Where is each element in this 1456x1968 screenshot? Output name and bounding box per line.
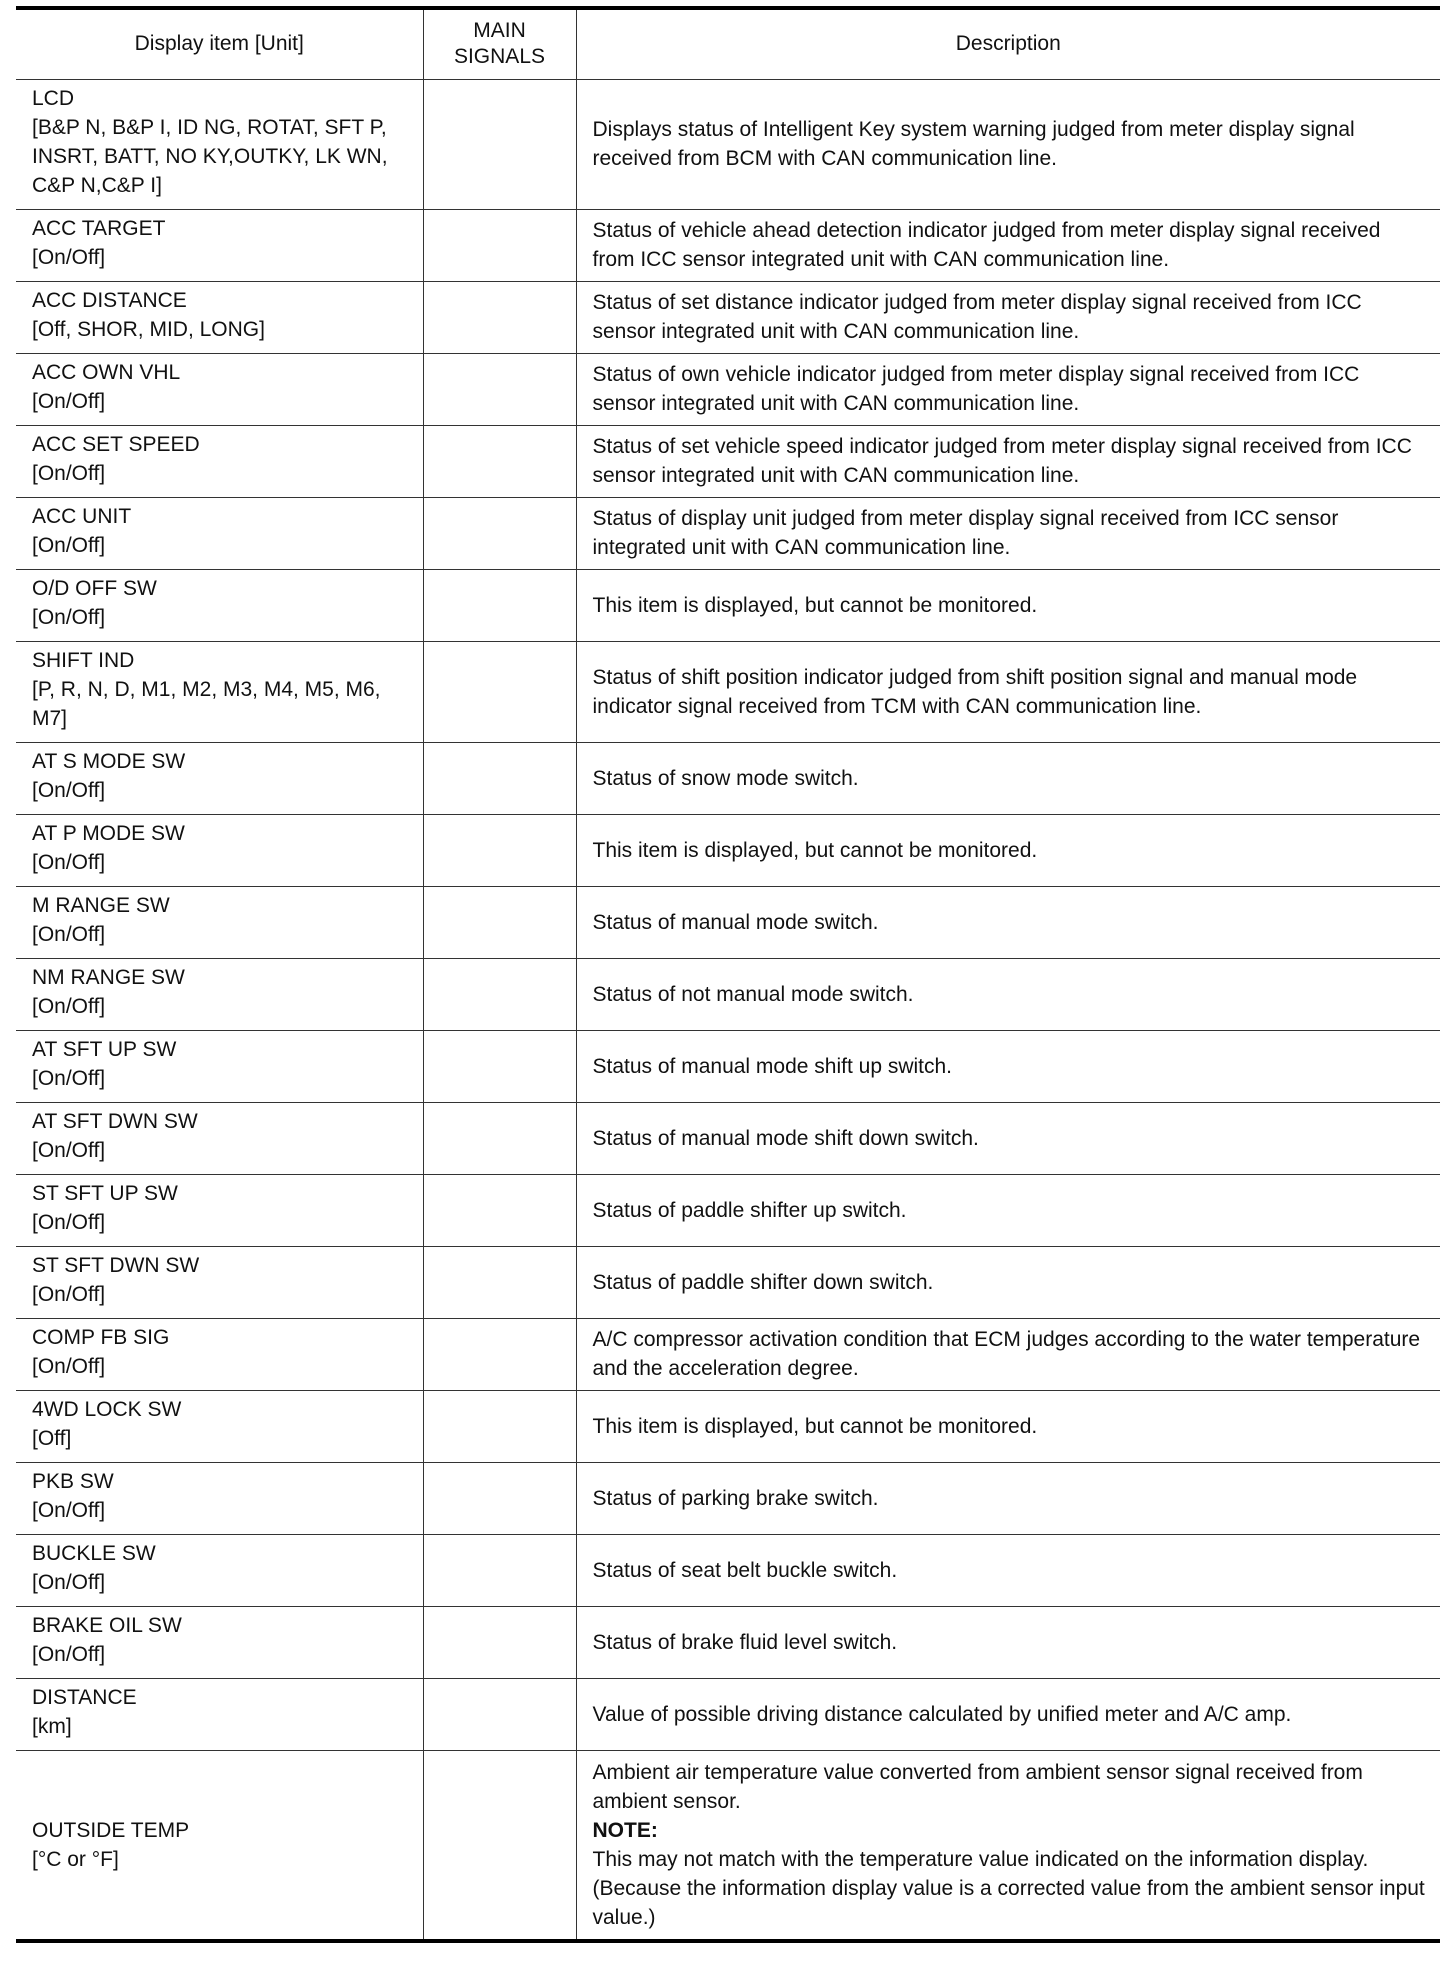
display-item-unit: [On/Off]: [32, 1210, 106, 1234]
display-item-unit: [km]: [32, 1714, 72, 1738]
table-row: [16, 497, 1440, 569]
description-cell: [576, 814, 1440, 886]
display-item-name: AT P MODE SW: [32, 821, 185, 845]
main-signals-cell: [423, 1174, 576, 1246]
display-item-unit: [On/Off]: [32, 1354, 106, 1378]
header-main-signals: [423, 8, 576, 79]
table-row: [16, 281, 1440, 353]
table-row: [16, 1534, 1440, 1606]
table-row: [16, 641, 1440, 742]
display-item-unit: [Off, SHOR, MID, LONG]: [32, 317, 265, 341]
display-item-name: ST SFT DWN SW: [32, 1253, 200, 1277]
table-row: [16, 742, 1440, 814]
display-item-name: ACC DISTANCE: [32, 288, 187, 312]
description-cell: [576, 209, 1440, 281]
description-text: Status of parking brake switch.: [592, 1486, 879, 1510]
display-item-name: O/D OFF SW: [32, 576, 157, 600]
display-item-name: PKB SW: [32, 1469, 114, 1493]
display-item-name: COMP FB SIG: [32, 1325, 170, 1349]
display-item-unit: [On/Off]: [32, 1066, 106, 1090]
description-text: Ambient air temperature value converted from ambient sensor signal received from ambient sensor.: [592, 1760, 1363, 1813]
description-cell: [576, 1462, 1440, 1534]
display-item-name: ACC SET SPEED: [32, 432, 200, 456]
table-row: [16, 958, 1440, 1030]
description-cell: [576, 1318, 1440, 1390]
main-signals-cell: [423, 1030, 576, 1102]
main-signals-cell: [423, 1750, 576, 1941]
description-cell: [576, 79, 1440, 209]
table-row: [16, 1318, 1440, 1390]
display-item-cell: [16, 569, 423, 641]
display-item-cell: [16, 1030, 423, 1102]
table-row: [16, 353, 1440, 425]
main-signals-cell: [423, 353, 576, 425]
note-text: This may not match with the temperature value indicated on the information display. (Because the information display value is a corrected value from the ambient sensor input value.): [592, 1847, 1425, 1929]
description-text: This item is displayed, but cannot be monitored.: [592, 838, 1038, 862]
description-cell: [576, 1534, 1440, 1606]
main-signals-cell: [423, 886, 576, 958]
display-item-unit: [On/Off]: [32, 1138, 106, 1162]
display-item-name: ACC OWN VHL: [32, 360, 181, 384]
display-item-unit: [On/Off]: [32, 245, 106, 269]
display-item-unit: [On/Off]: [32, 994, 106, 1018]
note-label: NOTE:: [592, 1818, 658, 1842]
description-text: Status of manual mode switch.: [592, 910, 879, 934]
main-signals-cell: [423, 1534, 576, 1606]
description-cell: [576, 958, 1440, 1030]
display-item-unit: [On/Off]: [32, 461, 106, 485]
table-row: [16, 1750, 1440, 1941]
display-item-unit: [°C or °F]: [32, 1847, 119, 1871]
main-signals-cell: [423, 425, 576, 497]
display-item-cell: [16, 1606, 423, 1678]
table-row: [16, 814, 1440, 886]
display-item-cell: [16, 1534, 423, 1606]
description-text: Status of brake fluid level switch.: [592, 1630, 898, 1654]
description-text: Value of possible driving distance calculated by unified meter and A/C amp.: [592, 1702, 1292, 1726]
main-signals-cell: [423, 742, 576, 814]
display-item-cell: [16, 886, 423, 958]
table-row: [16, 1246, 1440, 1318]
display-item-name: AT SFT DWN SW: [32, 1109, 198, 1133]
description-text: Status of display unit judged from meter display signal received from ICC sensor integrated unit with CAN communication line.: [592, 507, 1339, 559]
header-main-signals-text: MAIN SIGNALS: [453, 19, 546, 69]
description-text: Status of set distance indicator judged from meter display signal received from ICC sensor integrated unit with CAN communication line.: [592, 291, 1362, 343]
main-signals-cell: [423, 1246, 576, 1318]
description-cell: [576, 1030, 1440, 1102]
display-item-cell: [16, 1390, 423, 1462]
description-cell: [576, 1390, 1440, 1462]
display-item-unit: [On/Off]: [32, 1498, 106, 1522]
display-item-cell: [16, 1174, 423, 1246]
description-text: Status of not manual mode switch.: [592, 982, 914, 1006]
display-item-cell: [16, 1102, 423, 1174]
description-cell: [576, 1750, 1440, 1941]
description-text: Status of paddle shifter down switch.: [592, 1270, 934, 1294]
description-cell: [576, 1678, 1440, 1750]
monitor-item-table-container: [16, 6, 1440, 1943]
display-item-unit: [On/Off]: [32, 778, 106, 802]
main-signals-cell: [423, 1678, 576, 1750]
display-item-name: AT SFT UP SW: [32, 1037, 177, 1061]
description-cell: [576, 425, 1440, 497]
display-item-name: SHIFT IND: [32, 648, 135, 672]
display-item-unit: [On/Off]: [32, 605, 106, 629]
display-item-cell: [16, 281, 423, 353]
main-signals-cell: [423, 1462, 576, 1534]
description-cell: [576, 1606, 1440, 1678]
table-row: [16, 1462, 1440, 1534]
table-header: [16, 8, 1440, 79]
table-row: [16, 1102, 1440, 1174]
main-signals-cell: [423, 1606, 576, 1678]
display-item-cell: [16, 1462, 423, 1534]
display-item-name: ACC UNIT: [32, 504, 132, 528]
display-item-unit: [P, R, N, D, M1, M2, M3, M4, M5, M6, M7]: [32, 677, 387, 730]
display-item-cell: [16, 497, 423, 569]
display-item-name: 4WD LOCK SW: [32, 1397, 182, 1421]
display-item-name: OUTSIDE TEMP: [32, 1818, 190, 1842]
main-signals-cell: [423, 209, 576, 281]
monitor-item-table: [16, 6, 1440, 1943]
description-text: Status of paddle shifter up switch.: [592, 1198, 907, 1222]
table-row: [16, 1678, 1440, 1750]
main-signals-cell: [423, 497, 576, 569]
table-row: [16, 1174, 1440, 1246]
display-item-unit: [B&P N, B&P I, ID NG, ROTAT, SFT P, INSRT, BATT, NO KY,OUTKY, LK WN, C&P N,C&P I]: [32, 115, 394, 197]
display-item-cell: [16, 209, 423, 281]
description-cell: [576, 353, 1440, 425]
main-signals-cell: [423, 1102, 576, 1174]
display-item-unit: [On/Off]: [32, 922, 106, 946]
table-row: [16, 425, 1440, 497]
display-item-cell: [16, 1750, 423, 1941]
display-item-cell: [16, 353, 423, 425]
table-row: [16, 1390, 1440, 1462]
display-item-name: ST SFT UP SW: [32, 1181, 178, 1205]
table-body: [16, 79, 1440, 1941]
display-item-unit: [On/Off]: [32, 850, 106, 874]
description-cell: [576, 497, 1440, 569]
table-row: [16, 1606, 1440, 1678]
table-row: [16, 79, 1440, 209]
header-display-item: Display item [Unit]: [16, 8, 423, 79]
display-item-unit: [On/Off]: [32, 1282, 106, 1306]
description-text: Status of own vehicle indicator judged from meter display signal received from ICC sensor integrated unit with CAN communication line.: [592, 363, 1360, 415]
description-text: Status of seat belt buckle switch.: [592, 1558, 898, 1582]
main-signals-cell: [423, 1318, 576, 1390]
display-item-cell: [16, 742, 423, 814]
display-item-cell: [16, 814, 423, 886]
table-row: [16, 209, 1440, 281]
display-item-name: DISTANCE: [32, 1685, 137, 1709]
display-item-unit: [On/Off]: [32, 389, 106, 413]
description-text: Status of manual mode shift up switch.: [592, 1054, 953, 1078]
display-item-name: BRAKE OIL SW: [32, 1613, 182, 1637]
description-text: Status of snow mode switch.: [592, 766, 859, 790]
description-text: Status of manual mode shift down switch.: [592, 1126, 979, 1150]
main-signals-cell: [423, 569, 576, 641]
description-cell: [576, 886, 1440, 958]
header-description: Description: [576, 8, 1440, 79]
display-item-cell: [16, 958, 423, 1030]
description-cell: [576, 1246, 1440, 1318]
header-row: [16, 8, 1440, 79]
description-cell: [576, 641, 1440, 742]
display-item-cell: [16, 1678, 423, 1750]
display-item-name: NM RANGE SW: [32, 965, 185, 989]
table-row: [16, 1030, 1440, 1102]
display-item-cell: [16, 425, 423, 497]
table-row: [16, 569, 1440, 641]
display-item-name: ACC TARGET: [32, 216, 166, 240]
description-text: Status of set vehicle speed indicator judged from meter display signal received from ICC sensor integrated unit with CAN communication line.: [592, 435, 1412, 487]
display-item-name: M RANGE SW: [32, 893, 170, 917]
display-item-cell: [16, 1246, 423, 1318]
description-cell: [576, 742, 1440, 814]
main-signals-cell: [423, 79, 576, 209]
description-text: Status of shift position indicator judged from shift position signal and manual mode indicator signal received from TCM with CAN communication line.: [592, 665, 1358, 718]
description-text: A/C compressor activation condition that ECM judges according to the water temperature and the acceleration degree.: [592, 1328, 1421, 1380]
display-item-unit: [On/Off]: [32, 533, 106, 557]
display-item-name: LCD: [32, 86, 75, 110]
description-cell: [576, 1102, 1440, 1174]
main-signals-cell: [423, 814, 576, 886]
display-item-name: AT S MODE SW: [32, 749, 186, 773]
main-signals-cell: [423, 281, 576, 353]
display-item-unit: [Off]: [32, 1426, 72, 1450]
description-text: This item is displayed, but cannot be monitored.: [592, 1414, 1038, 1438]
main-signals-cell: [423, 1390, 576, 1462]
description-cell: [576, 281, 1440, 353]
display-item-cell: [16, 79, 423, 209]
display-item-name: BUCKLE SW: [32, 1541, 156, 1565]
display-item-cell: [16, 1318, 423, 1390]
description-cell: [576, 569, 1440, 641]
description-text: Displays status of Intelligent Key system warning judged from meter display signal received from BCM with CAN communication line.: [592, 118, 1355, 170]
main-signals-cell: [423, 641, 576, 742]
display-item-unit: [On/Off]: [32, 1642, 106, 1666]
description-cell: [576, 1174, 1440, 1246]
display-item-unit: [On/Off]: [32, 1570, 106, 1594]
main-signals-cell: [423, 958, 576, 1030]
description-text: Status of vehicle ahead detection indicator judged from meter display signal received from ICC sensor integrated unit with CAN communication line.: [592, 219, 1381, 271]
description-text: This item is displayed, but cannot be monitored.: [592, 593, 1038, 617]
display-item-cell: [16, 641, 423, 742]
table-row: [16, 886, 1440, 958]
